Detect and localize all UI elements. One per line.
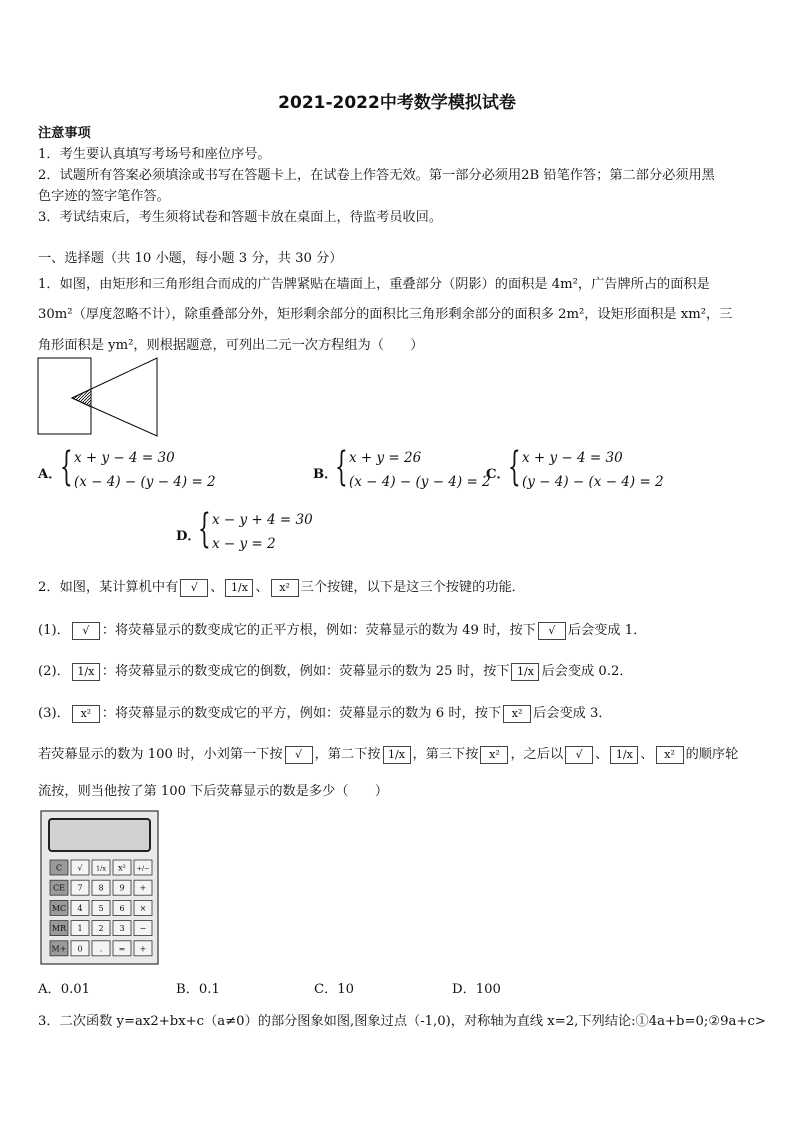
calculator-key-label: 7 bbox=[77, 883, 83, 893]
equation: x − y + 4 = 30 bbox=[212, 512, 313, 528]
calculator-key-label: − bbox=[139, 924, 147, 934]
sqrt-key: √ bbox=[538, 622, 566, 640]
option-b-system[interactable] bbox=[335, 444, 491, 494]
question-1-text: 30m²（厚度忽略不计），除重叠部分外，矩形剩余部分的面积比三角形剩余部分的面积多 2m²，设矩形面积是 xm²，三 bbox=[38, 307, 733, 322]
brace-icon: { bbox=[508, 444, 521, 490]
billboard-figure bbox=[36, 356, 162, 438]
sqrt-key: √ bbox=[72, 622, 100, 640]
brace-icon: { bbox=[60, 444, 73, 490]
brace-icon: { bbox=[198, 506, 211, 552]
option-d-system[interactable] bbox=[198, 506, 348, 556]
square-key: x² bbox=[503, 705, 531, 723]
square-key: x² bbox=[480, 746, 508, 764]
function-3: (3)． x² ：将荧幕显示的数变成它的平方，例如：荧幕显示的数为 6 时，按下 x² 后会变成 3． bbox=[38, 706, 612, 721]
sqrt-key: √ bbox=[180, 579, 208, 597]
calculator-key-label: = bbox=[118, 944, 126, 954]
notice-item: 色字迹的签字笔作答。 bbox=[38, 189, 170, 204]
question-2-text: 流按，则当他按了第 100 下后荧幕显示的数是多少（ ） bbox=[38, 784, 389, 799]
calculator-key-label: M+ bbox=[51, 944, 67, 954]
calculator-key-label: 5 bbox=[98, 903, 104, 913]
notice-item: 1．考生要认真填写考场号和座位序号。 bbox=[38, 147, 271, 162]
calculator-key-label: . bbox=[99, 944, 103, 954]
square-key: x² bbox=[72, 705, 100, 723]
calculator-key-label: + bbox=[139, 883, 147, 893]
calculator-figure bbox=[40, 810, 160, 966]
equation: (x − 4) − (y − 4) = 2 bbox=[349, 474, 491, 490]
function-2: (2)． 1/x ：将荧幕显示的数变成它的倒数，例如：荧幕显示的数为 25 时，按下 1/x 后会变成 0.2． bbox=[38, 664, 633, 679]
choice-c[interactable]: C．10 bbox=[314, 982, 355, 997]
option-d-label[interactable]: D． bbox=[176, 529, 201, 544]
calculator-key-label: 4 bbox=[77, 903, 83, 913]
reciprocal-key: 1/x bbox=[511, 663, 539, 681]
question-3-text: 3．二次函数 y=ax2+bx+c（a≠0）的部分图象如图,图象过点（-1,0)，对称轴为直线 x=2,下列结论:①4a+b=0;②9a+c> bbox=[38, 1014, 766, 1029]
option-a-system[interactable] bbox=[60, 444, 260, 494]
option-b-label[interactable]: B． bbox=[313, 467, 338, 482]
calculator-key-label: 3 bbox=[119, 924, 125, 934]
page-title: 2021-2022中考数学模拟试卷 bbox=[278, 93, 516, 113]
equation: x + y = 26 bbox=[349, 450, 422, 466]
question-1-text: 1．如图，由矩形和三角形组合而成的广告牌紧贴在墙面上，重叠部分（阴影）的面积是 4m²，广告牌所占的面积是 bbox=[38, 277, 710, 292]
calculator-key-label: x² bbox=[118, 863, 126, 873]
calculator-key-label: +/− bbox=[136, 864, 150, 873]
calculator-key-label: 0 bbox=[77, 944, 83, 954]
calculator-key-label: CE bbox=[53, 883, 65, 893]
calculator-screen bbox=[49, 819, 150, 851]
square-key: x² bbox=[271, 579, 299, 597]
reciprocal-key: 1/x bbox=[225, 579, 253, 597]
question-2-sequence: 若荧幕显示的数为 100 时，小刘第一下按 √ ，第二下按 1/x ，第三下按 x² ，之后以 √ 、 1/x 、 x² 的顺序轮 bbox=[38, 747, 739, 762]
notice-item: 2．试题所有答案必须填涂或书写在答题卡上，在试卷上作答无效。第一部分必须用2B 铅笔作答；第二部分必须用黑 bbox=[38, 168, 715, 183]
option-c-label[interactable]: C． bbox=[486, 467, 510, 482]
square-key: x² bbox=[656, 746, 684, 764]
calculator-key-label: 1 bbox=[77, 924, 83, 934]
calculator-key-label: MR bbox=[51, 924, 67, 934]
option-c-system[interactable] bbox=[508, 444, 708, 494]
notice-heading: 注意事项 bbox=[38, 126, 91, 141]
option-a-label[interactable]: A． bbox=[38, 467, 62, 482]
calculator-key-label: C bbox=[55, 863, 63, 873]
reciprocal-key: 1/x bbox=[383, 746, 411, 764]
equation: (y − 4) − (x − 4) = 2 bbox=[522, 474, 664, 490]
function-1: (1)． √ ：将荧幕显示的数变成它的正平方根，例如：荧幕显示的数为 49 时，按下 √ 后会变成 1． bbox=[38, 623, 647, 638]
question-2-text: 2．如图，某计算机中有 √ 、 1/x 、 x² 三个按键，以下是这三个按键的功能． bbox=[38, 580, 525, 595]
choice-a[interactable]: A．0.01 bbox=[38, 982, 91, 997]
choice-d[interactable]: D．100 bbox=[452, 982, 501, 997]
sqrt-key: √ bbox=[285, 746, 313, 764]
choice-b[interactable]: B．0.1 bbox=[176, 982, 220, 997]
equation: x − y = 2 bbox=[212, 536, 276, 552]
brace-icon: { bbox=[335, 444, 348, 490]
calculator-key-label: 9 bbox=[119, 883, 125, 893]
reciprocal-key: 1/x bbox=[610, 746, 638, 764]
overlap-shaded bbox=[72, 389, 91, 407]
equation: (x − 4) − (y − 4) = 2 bbox=[74, 474, 216, 490]
question-1-text: 角形面积是 ym²，则根据题意，可列出二元一次方程组为（ ） bbox=[38, 338, 424, 353]
equation: x + y − 4 = 30 bbox=[522, 450, 623, 466]
calculator-key-label: 2 bbox=[98, 924, 104, 934]
equation: x + y − 4 = 30 bbox=[74, 450, 175, 466]
calculator-key-label: × bbox=[139, 903, 147, 913]
calculator-key-label: + bbox=[139, 944, 147, 954]
calculator-key-label: √ bbox=[77, 863, 83, 873]
section-heading: 一、选择题（共 10 小题，每小题 3 分，共 30 分） bbox=[38, 251, 343, 266]
calculator-key-label: 6 bbox=[119, 903, 125, 913]
reciprocal-key: 1/x bbox=[72, 663, 100, 681]
sqrt-key: √ bbox=[565, 746, 593, 764]
calculator-key-label: 8 bbox=[98, 883, 104, 893]
calculator-key-label: MC bbox=[51, 903, 67, 913]
calculator-key-label: 1/x bbox=[96, 864, 106, 873]
notice-item: 3．考试结束后，考生须将试卷和答题卡放在桌面上，待监考员收回。 bbox=[38, 210, 443, 225]
